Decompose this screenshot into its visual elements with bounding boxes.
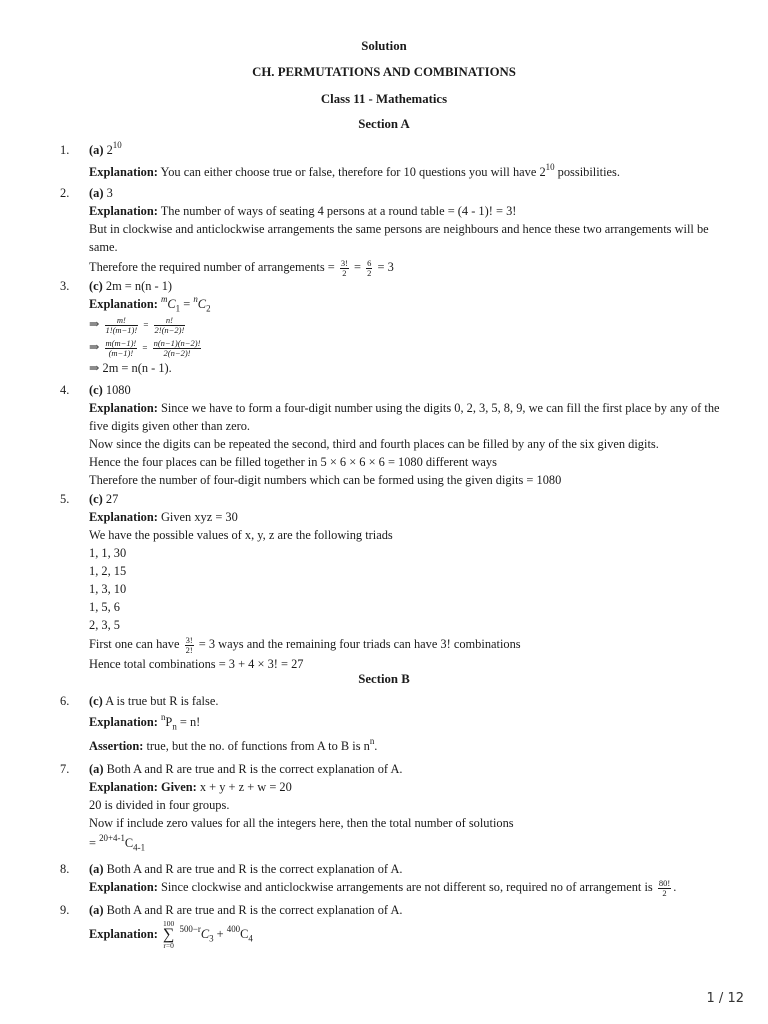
question-7 — [60, 760, 740, 852]
equals-sign: = — [143, 320, 149, 330]
answer-option: (c) — [89, 492, 103, 506]
triad: 1, 3, 10 — [89, 582, 127, 596]
implies-arrow: ⇒ — [89, 317, 100, 331]
answer-option: (c) — [89, 279, 103, 293]
summation-lower-limit: r=0 — [163, 941, 174, 951]
explanation-line: Now since the digits can be repeated the second, third and fourth places can be filled by any of the six given digits. — [89, 437, 659, 451]
document-title: Solution — [361, 39, 407, 53]
explanation-label: Explanation: — [89, 204, 158, 218]
explanation-label: Explanation: — [89, 927, 158, 941]
combination-subscript: 3 — [209, 933, 214, 944]
summation-upper-limit: 100 — [163, 919, 175, 929]
assertion-tail: . — [374, 739, 378, 753]
question-number: 4. — [60, 383, 70, 397]
question-9 — [60, 901, 740, 950]
explanation-line: Hence the four places can be filled together in 5 × 6 × 6 × 6 = 1080 different ways — [89, 455, 497, 469]
fraction: $\frac{6}{2}$ — [367, 257, 372, 278]
explanation-text: Given xyz = 30 — [160, 510, 238, 524]
combination-subscript: 4-1 — [133, 842, 146, 853]
combination-symbol: C — [167, 297, 176, 311]
question-1 — [60, 141, 740, 181]
summation-icon: ∑ — [162, 926, 175, 944]
result-text: = 3 — [374, 260, 394, 274]
answer-option: (c) — [89, 694, 103, 708]
explanation-tail: possibilities. — [554, 165, 620, 179]
explanation-tail: = n! — [176, 715, 201, 729]
fraction: $\frac{3!}{2}$ — [340, 257, 348, 278]
plus-sign: + — [213, 927, 227, 941]
triad: 1, 5, 6 — [89, 600, 120, 614]
combination-symbol: C — [240, 927, 249, 941]
explanation-text: You can either choose true or false, therefore for 10 questions you will have 2 — [160, 165, 546, 179]
answer-option: (a) — [89, 762, 104, 776]
answer-text: Both A and R are true and R is the correct explanation of A. — [106, 903, 403, 917]
assertion-exponent: n — [369, 735, 375, 746]
fraction: $\frac{80!}{2}$ — [658, 877, 671, 898]
question-5 — [60, 490, 740, 673]
explanation-line: First one can have — [89, 637, 183, 651]
answer-option: (c) — [89, 383, 103, 397]
explanation-line: 20 is divided in four groups. — [89, 798, 230, 812]
answer-text: 1080 — [105, 383, 131, 397]
answer-text: Both A and R are true and R is the correct explanation of A. — [106, 762, 403, 776]
question-number: 3. — [60, 279, 70, 293]
explanation-label: Explanation: Given: — [89, 780, 197, 794]
triad: 2, 3, 5 — [89, 618, 120, 632]
answer-option: (a) — [89, 903, 104, 917]
explanation-text: Since we have to form a four-digit number using the digits 0, 2, 3, 5, 8, 9, we can fill the first place by any of the five digits given other than zero. — [89, 401, 720, 433]
answer-base: 2 — [106, 143, 113, 157]
question-number: 7. — [60, 762, 70, 776]
explanation-text: The number of ways of seating 4 persons at a round table = (4 - 1)! = 3! — [160, 204, 517, 218]
combination-subscript: 4 — [248, 933, 253, 944]
section-b-heading: Section B — [358, 672, 410, 686]
answer-text: 3 — [106, 186, 113, 200]
question-3 — [60, 277, 740, 377]
explanation-label: Explanation: — [89, 401, 158, 415]
combination-superscript: n — [193, 293, 198, 304]
final-result: 2m = n(n - 1). — [102, 361, 172, 375]
answer-option: (a) — [89, 186, 104, 200]
question-number: 8. — [60, 862, 70, 876]
question-number: 6. — [60, 694, 70, 708]
fraction: $\frac{n(n-1)(n-2)!}{2(n-2)!}$ — [153, 337, 201, 358]
question-8 — [60, 860, 740, 898]
fraction: $\frac{n!}{2!(n-2)!}$ — [154, 314, 185, 335]
answer-text: Both A and R are true and R is the correct explanation of A. — [106, 862, 403, 876]
combination-superscript: 400 — [226, 923, 241, 934]
combination-symbol: C — [124, 836, 134, 850]
question-4 — [60, 381, 740, 489]
solution-prefix: = — [89, 836, 100, 850]
assertion-label: Assertion: — [89, 739, 144, 753]
permutation-superscript: n — [160, 711, 166, 722]
question-number: 5. — [60, 492, 70, 506]
section-a-heading: Section A — [358, 117, 410, 131]
question-6 — [60, 692, 740, 755]
explanation-label: Explanation: — [89, 880, 158, 894]
combination-symbol: C — [197, 297, 207, 311]
explanation-line: Therefore the number of four-digit numbers which can be formed using the given digits = 1080 — [89, 473, 562, 487]
explanation-line: Hence total combinations = 3 + 4 × 3! = 27 — [89, 656, 304, 671]
answer-text: 2m = n(n - 1) — [105, 279, 173, 293]
implies-arrow: ⇒ — [89, 361, 100, 375]
chapter-title: CH. PERMUTATIONS AND COMBINATIONS — [252, 65, 516, 79]
explanation-line: But in clockwise and anticlockwise arrangements the same persons are neighbours and hence these two arrangements will be same. — [89, 222, 709, 254]
answer-option: (a) — [89, 143, 104, 157]
permutation-symbol: P — [165, 715, 173, 729]
explanation-tail: . — [673, 880, 677, 894]
class-title: Class 11 - Mathematics — [320, 92, 448, 106]
question-2 — [60, 184, 740, 278]
explanation-line: We have the possible values of x, y, z are the following triads — [89, 528, 393, 542]
combination-subscript: 2 — [206, 303, 211, 314]
equals-sign: = — [142, 343, 148, 353]
answer-text: 27 — [105, 492, 119, 506]
explanation-label: Explanation: — [89, 715, 158, 729]
explanation-exponent: 10 — [545, 161, 555, 172]
equals-sign: = — [354, 260, 362, 274]
triad: 1, 1, 30 — [89, 546, 127, 560]
page-number: 1 / 12 — [706, 991, 744, 1006]
explanation-label: Explanation: — [89, 297, 158, 311]
explanation-line: Therefore the required number of arrangements = — [89, 260, 338, 274]
fraction: $\frac{m(m-1)!}{(m-1)!}$ — [105, 337, 137, 358]
answer-text: A is true but R is false. — [105, 694, 219, 708]
question-number: 2. — [60, 186, 70, 200]
fraction: $\frac{3!}{2!}$ — [185, 634, 193, 655]
equals-sign: = — [183, 297, 191, 311]
answer-option: (a) — [89, 862, 104, 876]
explanation-line: Now if include zero values for all the integers here, then the total number of solutions — [89, 816, 514, 830]
explanation-text: x + y + z + w = 20 — [199, 780, 292, 794]
combination-subscript: 1 — [175, 303, 181, 314]
combination-superscript: m — [160, 293, 168, 304]
explanation-label: Explanation: — [89, 510, 158, 524]
permutation-subscript: n — [172, 721, 177, 732]
summation — [163, 920, 174, 950]
explanation-label: Explanation: — [89, 165, 158, 179]
answer-exponent: 10 — [112, 139, 122, 150]
explanation-text: Since clockwise and anticlockwise arrangements are not different so, required no of arrangement is — [160, 880, 656, 894]
fraction: $\frac{m!}{1!(m-1)!}$ — [105, 314, 138, 335]
explanation-line-tail: = 3 ways and the remaining four triads can have 3! combinations — [195, 637, 521, 651]
question-number: 1. — [60, 143, 70, 157]
question-number: 9. — [60, 903, 70, 917]
implies-arrow: ⇒ — [89, 340, 100, 354]
combination-superscript: 500−r — [179, 923, 201, 934]
combination-superscript: 20+4-1 — [99, 832, 125, 843]
triad: 1, 2, 15 — [89, 564, 127, 578]
assertion-text: true, but the no. of functions from A to B is n — [146, 739, 370, 753]
combination-symbol: C — [200, 927, 210, 941]
